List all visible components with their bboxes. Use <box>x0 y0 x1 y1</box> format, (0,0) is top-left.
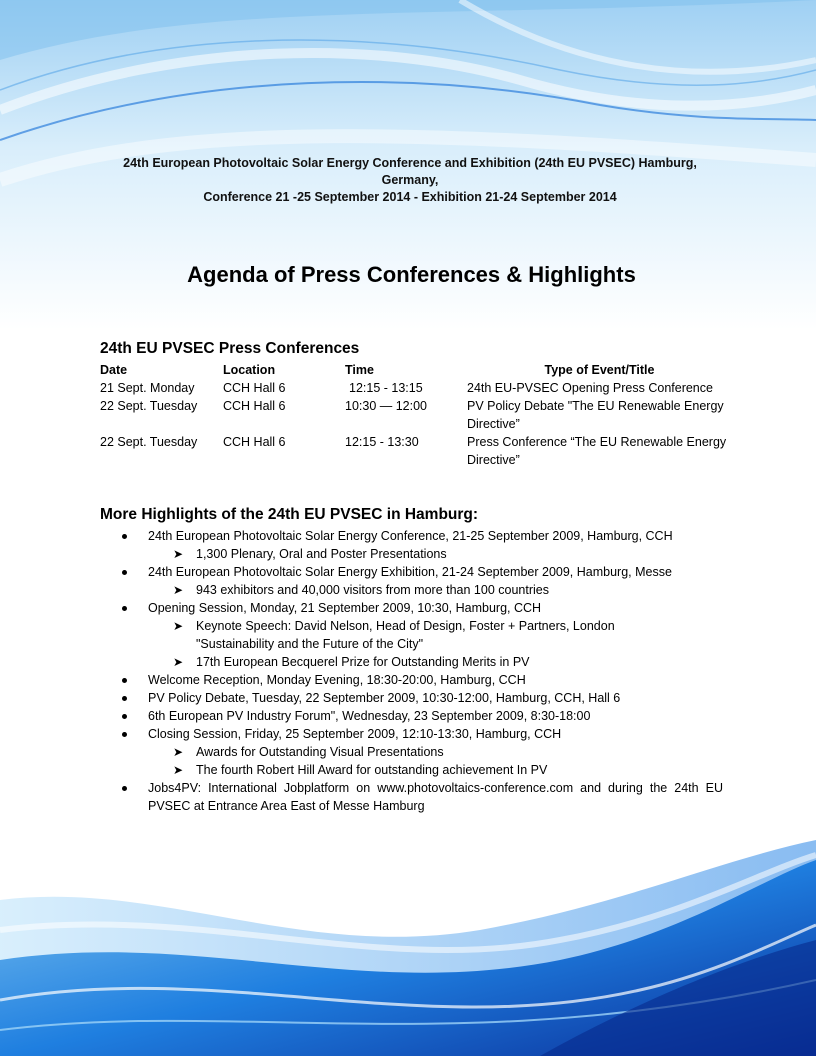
row-date: 22 Sept. Tuesday <box>100 399 198 413</box>
highlight-text: Opening Session, Monday, 21 September 2009, 10:30, Hamburg, CCH <box>148 601 542 615</box>
arrow-bullet-icon: ➤ <box>173 745 184 759</box>
arrow-bullet-icon: ➤ <box>173 763 184 777</box>
highlight-text: PV Policy Debate, Tuesday, 22 September 2009, 10:30-12:00, Hamburg, CCH, Hall 6 <box>148 691 621 705</box>
list-item <box>100 599 723 671</box>
table-row <box>100 379 730 397</box>
sub-highlight-text: 17th European Becquerel Prize for Outstanding Merits in PV <box>196 655 530 669</box>
highlight-text: Closing Session, Friday, 25 September 2009, 12:10-13:30, Hamburg, CCH <box>148 727 562 741</box>
highlight-text: 6th European PV Industry Forum", Wednesday, 23 September 2009, 8:30-18:00 <box>148 709 591 723</box>
row-location: CCH Hall 6 <box>223 381 286 395</box>
row-date: 21 Sept. Monday <box>100 381 195 395</box>
list-item <box>100 689 723 707</box>
conference-header-line2: Germany, <box>381 173 439 187</box>
row-time: 10:30 — 12:00 <box>345 399 428 413</box>
sub-list-item <box>148 743 723 761</box>
highlight-text: 24th European Photovoltaic Solar Energy Conference, 21-25 September 2009, Hamburg, CCH <box>148 529 673 543</box>
highlight-text: Jobs4PV: International Jobplatform on www.photovoltaics-conference.com and during the 24th EU PVSEC at Entrance Area East of Messe Hamburg <box>148 781 723 813</box>
highlight-text: 24th European Photovoltaic Solar Energy Exhibition, 21-24 September 2009, Hamburg, Messe <box>148 565 672 579</box>
column-header-date: Date <box>100 363 128 377</box>
sub-highlight-text: The fourth Robert Hill Award for outstanding achievement In PV <box>196 763 548 777</box>
list-item <box>100 707 723 725</box>
bullet-icon <box>122 678 127 683</box>
sub-list-item <box>148 653 723 671</box>
row-date: 22 Sept. Tuesday <box>100 435 198 449</box>
conference-header-line1: 24th European Photovoltaic Solar Energy Conference and Exhibition (24th EU PVSEC) Hamburg, <box>123 156 697 170</box>
sub-list-item <box>148 761 723 779</box>
sub-list-item <box>148 545 723 563</box>
row-title: 24th EU-PVSEC Opening Press Conference <box>467 381 713 395</box>
page-title: Agenda of Press Conferences & Highlights <box>187 262 636 287</box>
list-item <box>100 725 723 779</box>
table-header-row <box>100 361 730 379</box>
highlights-heading: More Highlights of the 24th EU PVSEC in Hamburg: <box>100 506 479 523</box>
row-location: CCH Hall 6 <box>223 435 286 449</box>
sub-highlight-text: Keynote Speech: David Nelson, Head of Design, Foster + Partners, London "Sustainability and the Future of the City" <box>196 619 615 651</box>
conference-header-line3: Conference 21 -25 September 2014 - Exhibition 21-24 September 2014 <box>203 190 617 204</box>
sub-list-item <box>148 581 723 599</box>
arrow-bullet-icon: ➤ <box>173 547 184 561</box>
table-row <box>100 433 730 469</box>
column-header-time: Time <box>345 363 374 377</box>
row-time: 12:15 - 13:30 <box>345 435 419 449</box>
list-item <box>100 779 723 815</box>
bullet-icon <box>122 786 127 791</box>
bullet-icon <box>122 534 127 539</box>
row-title: Press Conference “The EU Renewable Energy Directive” <box>467 435 727 467</box>
bullet-icon <box>122 696 127 701</box>
list-item <box>100 671 723 689</box>
press-conference-table <box>100 361 730 469</box>
arrow-bullet-icon: ➤ <box>173 655 184 669</box>
table-row <box>100 397 730 433</box>
sub-list-item <box>148 617 636 653</box>
sub-highlight-text: 1,300 Plenary, Oral and Poster Presentations <box>196 547 447 561</box>
sub-highlight-text: Awards for Outstanding Visual Presentations <box>196 745 444 759</box>
list-item <box>100 563 723 599</box>
row-title: PV Policy Debate "The EU Renewable Energy Directive” <box>467 399 724 431</box>
bullet-icon <box>122 606 127 611</box>
arrow-bullet-icon: ➤ <box>173 583 184 597</box>
list-item <box>100 527 723 563</box>
highlights-list <box>100 527 740 815</box>
column-header-location: Location <box>223 363 276 377</box>
press-conferences-heading: 24th EU PVSEC Press Conferences <box>100 340 360 357</box>
column-header-title: Type of Event/Title <box>544 363 655 377</box>
highlight-text: Welcome Reception, Monday Evening, 18:30-20:00, Hamburg, CCH <box>148 673 526 687</box>
row-time: 12:15 - 13:15 <box>349 381 423 395</box>
bullet-icon <box>122 714 127 719</box>
sub-highlight-text: 943 exhibitors and 40,000 visitors from more than 100 countries <box>196 583 549 597</box>
row-location: CCH Hall 6 <box>223 399 286 413</box>
arrow-bullet-icon: ➤ <box>173 619 184 633</box>
bullet-icon <box>122 732 127 737</box>
bullet-icon <box>122 570 127 575</box>
